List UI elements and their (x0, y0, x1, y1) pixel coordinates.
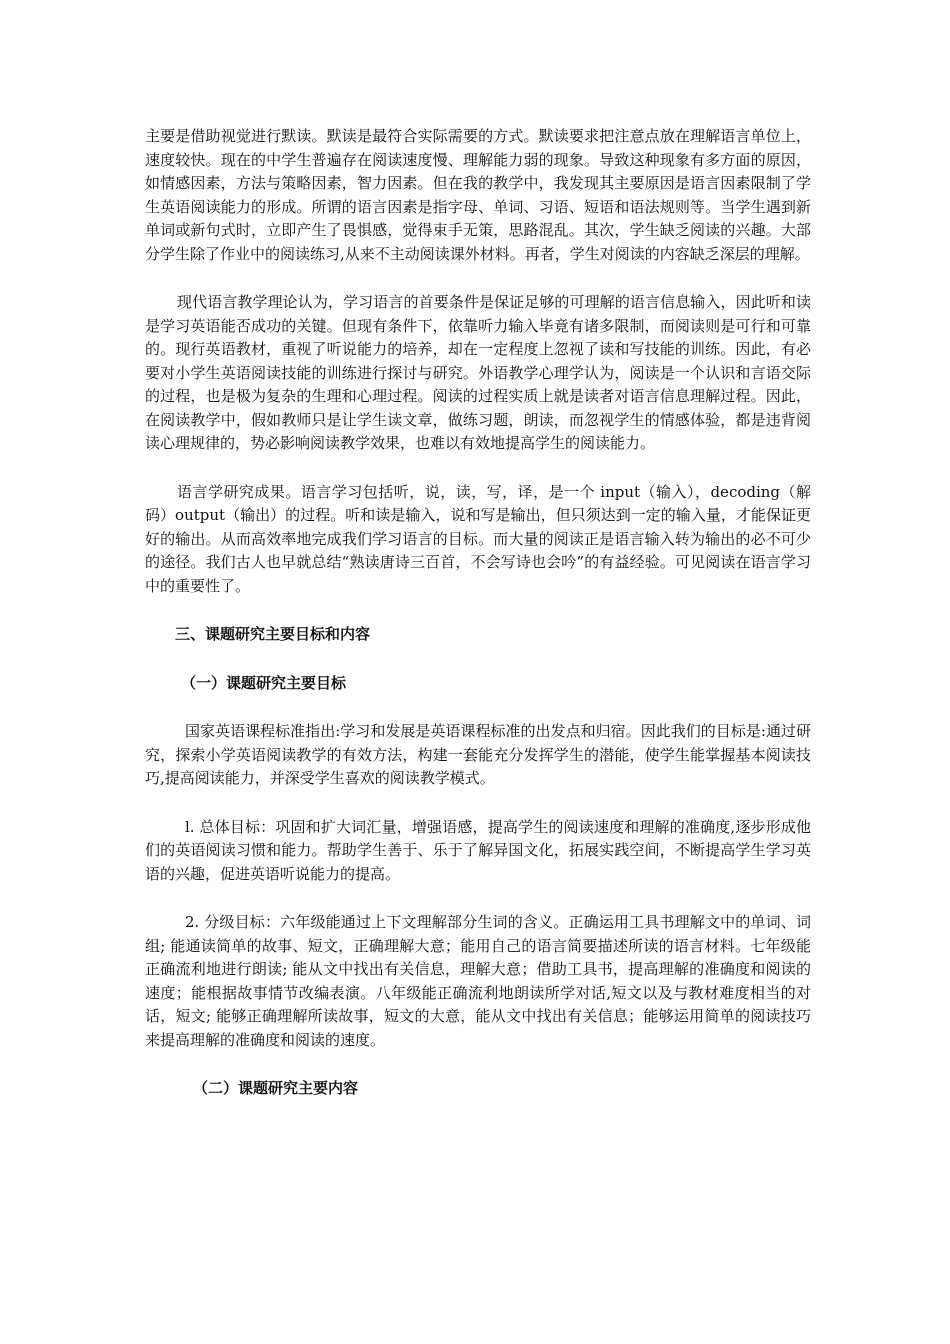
paragraph-gap (145, 598, 811, 623)
paragraph-gap (145, 456, 811, 481)
paragraph-gap (145, 886, 811, 911)
subsection-heading-goals: （一）课题研究主要目标 (181, 673, 347, 692)
subsection-heading-content: （二）课题研究主要内容 (193, 1079, 359, 1097)
paragraph-national-standard: 国家英语课程标准指出:学习和发展是英语课程标准的出发点和归宿。因此我们的目标是:通过研究，探索小学英语阅读教学的有效方法，构建一套能充分发挥学生的潜能，使学生能掌握基本阅读技巧,提高阅读能力，并深受学生喜欢的阅读教学模式。 (145, 722, 811, 787)
paragraph-overall-goal: l. 总体目标：巩固和扩大词汇量，增强语感，提高学生的阅读速度和理解的准确度,逐步形成他们的英语阅读习惯和能力。帮助学生善于、乐于了解异国文化，拓展实践空间，不断提高学生学习英语的兴趣，促进英语听说能力的提高。 (145, 817, 811, 883)
paragraph-gap (145, 791, 811, 816)
document-page (145, 125, 811, 1101)
paragraph-gap (145, 1052, 811, 1077)
paragraph-reading-factors: 主要是借助视觉进行默读。默读是最符合实际需要的方式。默读要求把注意点放在理解语言单位上，速度较快。现在的中学生普遍存在阅读速度慢、理解能力弱的现象。导致这种现象有多方面的原因，如情感因素，方法与策略因素，智力因素。但在我的教学中，我发现其主要原因是语言因素限制了学生英语阅读能力的形成。所谓的语言因素是指字母、单词、习语、短语和语法规则等。当学生遇到新单词或新句式时，立即产生了畏惧感，觉得束手无策，思路混乱。其次，学生缺乏阅读的兴趣。大部分学生除了作业中的阅读练习,从来不主动阅读课外材料。再者，学生对阅读的内容缺乏深层的理解。 (145, 127, 811, 263)
section-heading-goals-content: 三、课题研究主要目标和内容 (175, 625, 371, 643)
paragraph-gap (145, 647, 811, 672)
paragraph-graded-goals: 2. 分级目标：六年级能通过上下文理解部分生词的含义。正确运用工具书理解文中的单词、词组; 能通读简单的故事、短文，正确理解大意；能用自己的语言简要描述所读的语言材料。七年级能正确流利地进行朗读; 能从文中找出有关信息，理解大意；借助工具书，提高理解的准确度和阅读的速度；能根据故事情节改编表演。八年级能正确流利地朗读所学对话,短文以及与教材难度相当的对话，短文; 能够正确理解所读故事，短文的大意，能从文中找出有关信息；能够运用简单的阅读技巧来提高理解的准确度和阅读的速度。 (145, 913, 811, 1049)
paragraph-gap (145, 695, 811, 720)
paragraph-language-theory: 现代语言教学理论认为，学习语言的首要条件是保证足够的可理解的语言信息输入，因此听和读是学习英语能否成功的关键。但现有条件下，依靠听力输入毕竟有诸多限制，而阅读则是可行和可靠的。现行英语教材，重视了听说能力的培养，却在一定程度上忽视了读和写技能的训练。因此，有必要对小学生英语阅读技能的训练进行探讨与研究。外语教学心理学认为，阅读是一个认识和言语交际的过程，也是极为复杂的生理和心理过程。阅读的过程实质上就是读者对语言信息理解过程。因此，在阅读教学中，假如教师只是让学生读文章，做练习题，朗读，而忽视学生的情感体验，都是违背阅读心理规律的，势必影响阅读教学效果，也难以有效地提高学生的阅读能力。 (145, 293, 811, 452)
paragraph-gap (145, 266, 811, 291)
paragraph-linguistics-research: 语言学研究成果。语言学习包括听，说，读，写，译，是一个 input（输入），decoding（解码）output（输出）的过程。听和读是输入，说和写是输出，但只须达到一定的输入量，才能保证更好的输出。从而高效率地完成我们学习语言的目标。而大量的阅读正是语言输入转为输出的必不可少的途径。我们古人也早就总结“熟读唐诗三百首，不会写诗也会吟”的有益经验。可见阅读在语言学习中的重要性了。 (145, 482, 811, 595)
